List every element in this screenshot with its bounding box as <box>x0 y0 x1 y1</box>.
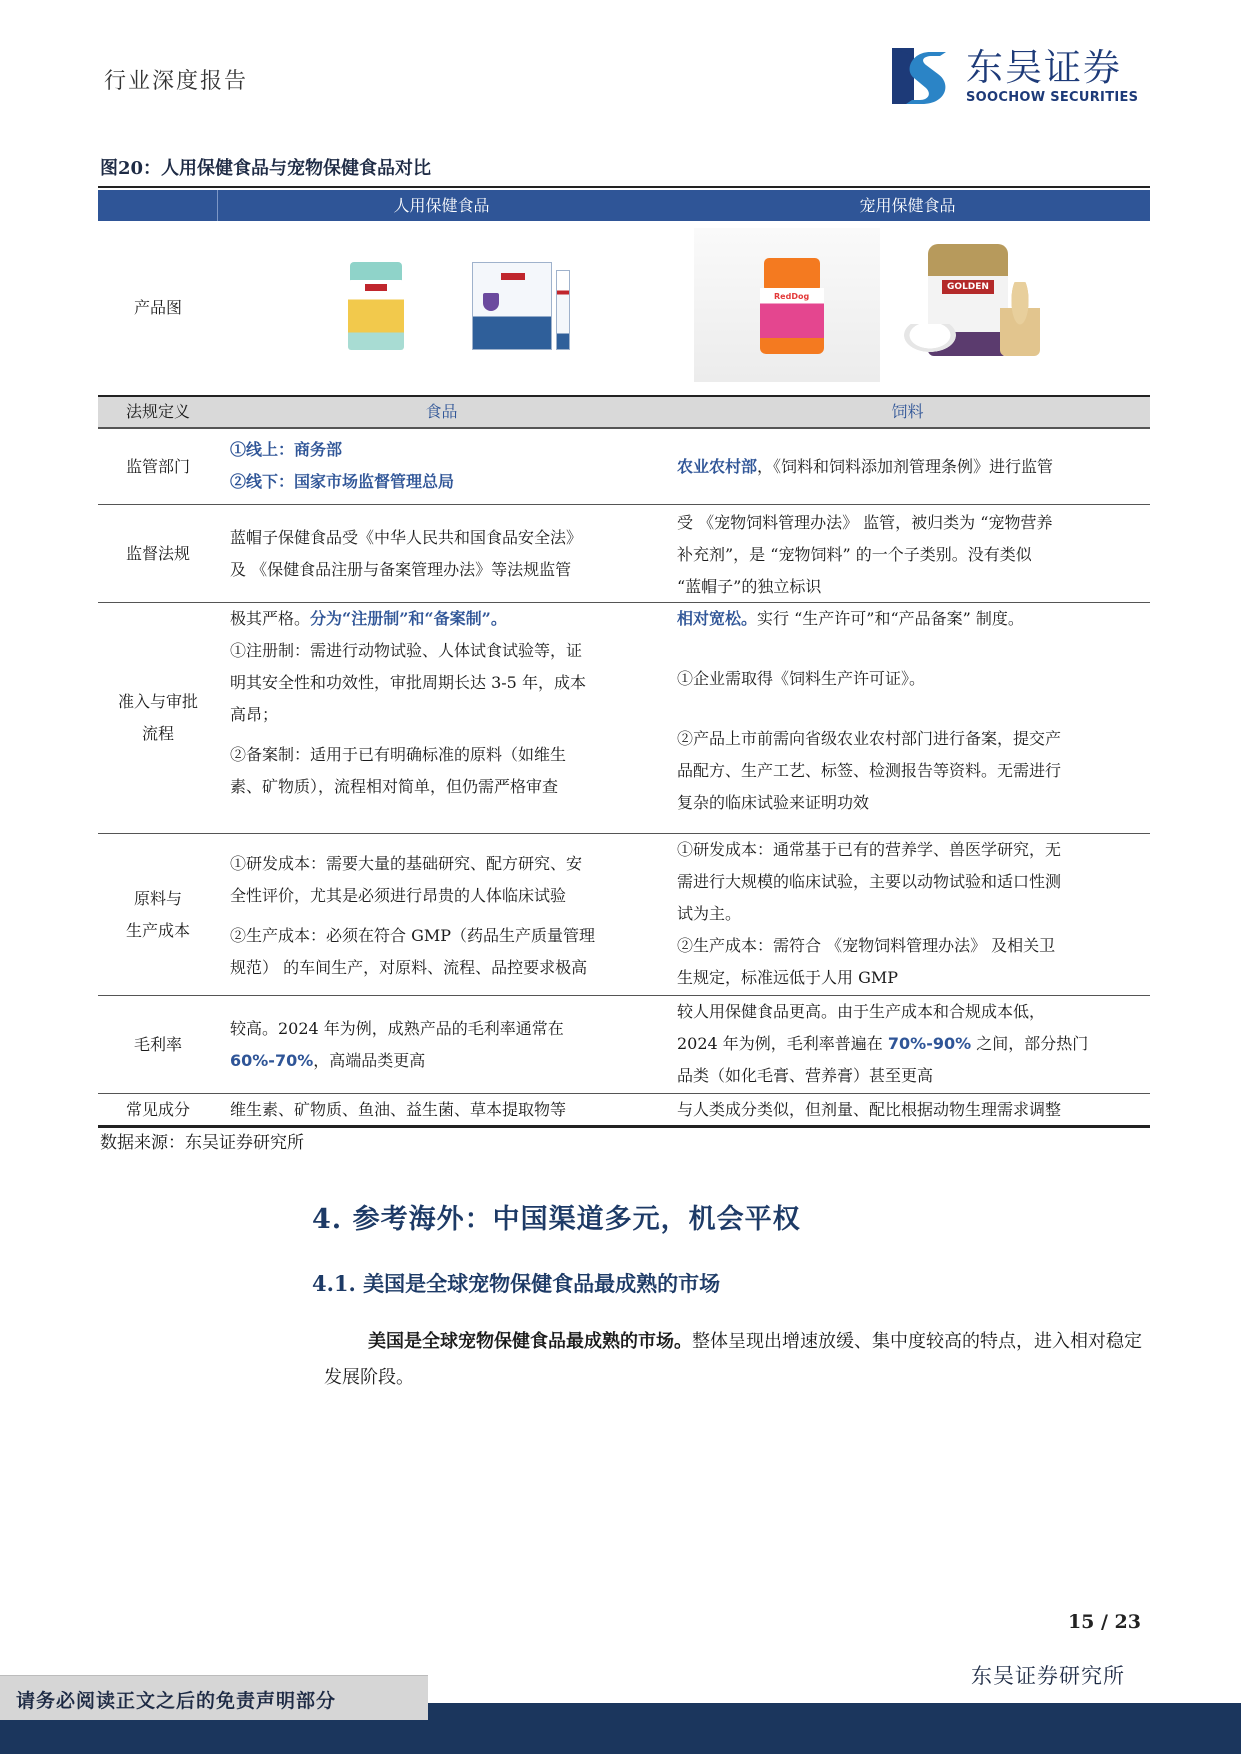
table-row <box>98 505 1150 603</box>
cell-line: ①研发成本：需要大量的基础研究、配方研究、安 <box>230 854 583 873</box>
table-row <box>98 603 1150 834</box>
footer-institute: 东吴证券研究所 <box>971 1664 1125 1688</box>
cell-line <box>677 603 1150 635</box>
cell-text: 极其严格。 <box>230 609 311 628</box>
cell-line: 及 《保健食品注册与备案管理办法》等法规监管 <box>230 559 572 579</box>
disclaimer-box <box>0 1675 428 1720</box>
cell-line: 品类（如化毛膏、营养膏）甚至更高 <box>677 1066 934 1085</box>
pet-definition: 饲料 <box>891 402 924 421</box>
report-type-label: 行业深度报告 <box>104 69 249 94</box>
cell-line <box>677 1028 1150 1060</box>
header-corner <box>98 190 218 221</box>
reddog-product-image <box>760 258 824 354</box>
data-source: 数据来源：东吴证券研究所 <box>100 1133 304 1153</box>
golden-brand-label: GOLDEN <box>942 280 994 294</box>
cell-line: 与人类成分类似，但剂量、配比根据动物生理需求调整 <box>677 1099 1062 1119</box>
cell-line: ②产品上市前需向省级农业农村部门进行备案，提交产 <box>677 729 1062 748</box>
cell-line: 规范） 的车间生产，对原料、流程、品控要求极高 <box>230 958 588 977</box>
cell-line: ②生产成本：需符合 《宠物饲料管理办法》 及相关卫 <box>677 936 1056 955</box>
cell-line: ②线下：国家市场监督管理总局 <box>230 472 455 491</box>
cell-line: 受 《宠物饲料管理办法》 监管，被归类为 “宠物营养 <box>677 513 1053 532</box>
cell-line: 品配方、生产工艺、标签、检测报告等资料。无需进行 <box>677 761 1062 780</box>
gross-margin-value: 60%-70% <box>230 1050 314 1070</box>
logo-text-cn: 东吴证券 <box>966 46 1122 89</box>
cell-line: ①研发成本：通常基于已有的营养学、兽医学研究，无 <box>677 840 1062 859</box>
cell-text: ，《饲料和饲料添加剂管理条例》进行监管 <box>757 456 1054 476</box>
table-header-row <box>98 190 1150 221</box>
cell-line: ②备案制：适用于已有明确标准的原料（如维生 <box>230 745 567 764</box>
row-label: 产品图 <box>133 298 182 317</box>
cell-line: 较高。2024 年为例，成熟产品的毛利率通常在 <box>230 1018 564 1038</box>
row-label: 生产成本 <box>125 920 190 940</box>
row-label: 流程 <box>141 724 174 743</box>
table-row <box>98 834 1150 996</box>
cell-line: ①线上：商务部 <box>230 440 343 459</box>
highlight-text: 分为“注册制”和“备案制”。 <box>310 609 507 628</box>
row-label: 监督法规 <box>125 543 190 563</box>
header-human: 人用保健食品 <box>393 195 490 215</box>
header-pet: 宠用保健食品 <box>859 195 956 215</box>
row-label: 毛利率 <box>133 1034 182 1054</box>
cell-line: 明其安全性和功效性，审批周期长达 3-5 年，成本 <box>230 673 586 692</box>
cell-line: ①企业需取得《饲料生产许可证》。 <box>677 669 926 688</box>
table-row <box>98 996 1150 1094</box>
row-label: 监管部门 <box>125 456 190 476</box>
reddog-brand-label: RedDog <box>774 292 810 301</box>
cell-line: 需进行大规模的临床试验，主要以动物试验和适口性测 <box>677 872 1062 891</box>
cell-line <box>677 451 1053 483</box>
highlight-text: 农业农村部 <box>677 456 758 476</box>
cell-text: 实行 “生产许可”和“产品备案” 制度。 <box>757 609 1024 628</box>
cell-line <box>230 1045 665 1077</box>
gross-margin-value: 70%-90% <box>887 1034 972 1053</box>
cell-text: ，高端品类更高 <box>313 1050 426 1070</box>
cell-line: 素、矿物质），流程相对简单，但仍需严格审查 <box>230 777 559 796</box>
subsection-heading: 4.1. 美国是全球宠物保健食品最成熟的市场 <box>312 1271 721 1296</box>
definition-row <box>98 395 1150 429</box>
dog-image <box>1000 282 1040 356</box>
row-label: 原料与 <box>133 888 182 908</box>
cell-line: 试为主。 <box>677 904 742 923</box>
row-label: 法规定义 <box>125 402 190 421</box>
soochow-logo-icon <box>892 48 958 104</box>
cell-line <box>230 603 665 635</box>
human-definition: 食品 <box>425 402 458 421</box>
human-product-images <box>218 221 665 395</box>
disclaimer-text: 请务必阅读正文之后的免责声明部分 <box>16 1690 337 1712</box>
cell-line: 补充剂”，是 “宠物饲料” 的一个子类别。没有类似 <box>677 545 1032 564</box>
body-paragraph <box>324 1324 1150 1396</box>
row-label: 常见成分 <box>125 1099 190 1119</box>
cell-line: “蓝帽子”的独立标识 <box>677 577 822 596</box>
cell-line: 复杂的临床试验来证明功效 <box>677 793 870 812</box>
logo-text-en: SOOCHOW SECURITIES <box>966 90 1139 105</box>
swisse-immune-health-image <box>348 262 404 350</box>
swisse-probiotics-box-image <box>472 258 570 350</box>
powder-bowl-image <box>904 324 956 352</box>
cell-line: 蓝帽子保健食品受《中华人民共和国食品安全法》 <box>230 527 583 547</box>
section-heading: 4. 参考海外：中国渠道多元，机会平权 <box>312 1204 801 1235</box>
soochow-logo <box>892 48 1152 108</box>
cell-line: 维生素、矿物质、鱼油、益生菌、草本提取物等 <box>230 1099 567 1119</box>
cell-text: 之间，部分热门 <box>971 1034 1089 1053</box>
cell-line: 生规定，标准远低于人用 GMP <box>677 968 899 987</box>
cell-line: ①注册制：需进行动物试验、人体试食试验等，证 <box>230 641 583 660</box>
figure-caption: 图20：人用保健食品与宠物保健食品对比 <box>100 158 432 179</box>
cell-line: 全性评价，尤其是必须进行昂贵的人体临床试验 <box>230 886 567 905</box>
cell-line: 高昂； <box>230 705 279 724</box>
cell-line: 较人用保健食品更高。由于生产成本和合规成本低， <box>677 1002 1046 1021</box>
row-label: 准入与审批 <box>117 692 198 711</box>
paragraph-lead: 美国是全球宠物保健食品最成熟的市场。 <box>368 1331 692 1352</box>
cell-line: ②生产成本：必须在符合 GMP（药品生产质量管理 <box>230 926 596 945</box>
table-row <box>98 429 1150 505</box>
table-row <box>98 1094 1150 1128</box>
page-number: 15 / 23 <box>1067 1611 1141 1633</box>
cell-text: 2024 年为例，毛利率普遍在 <box>677 1034 888 1053</box>
paragraph-text: 整体呈现出增速放缓、集中度较高的特点，进入相对稳定发展阶段。 <box>324 1331 1142 1388</box>
highlight-text: 相对宽松。 <box>677 609 758 628</box>
